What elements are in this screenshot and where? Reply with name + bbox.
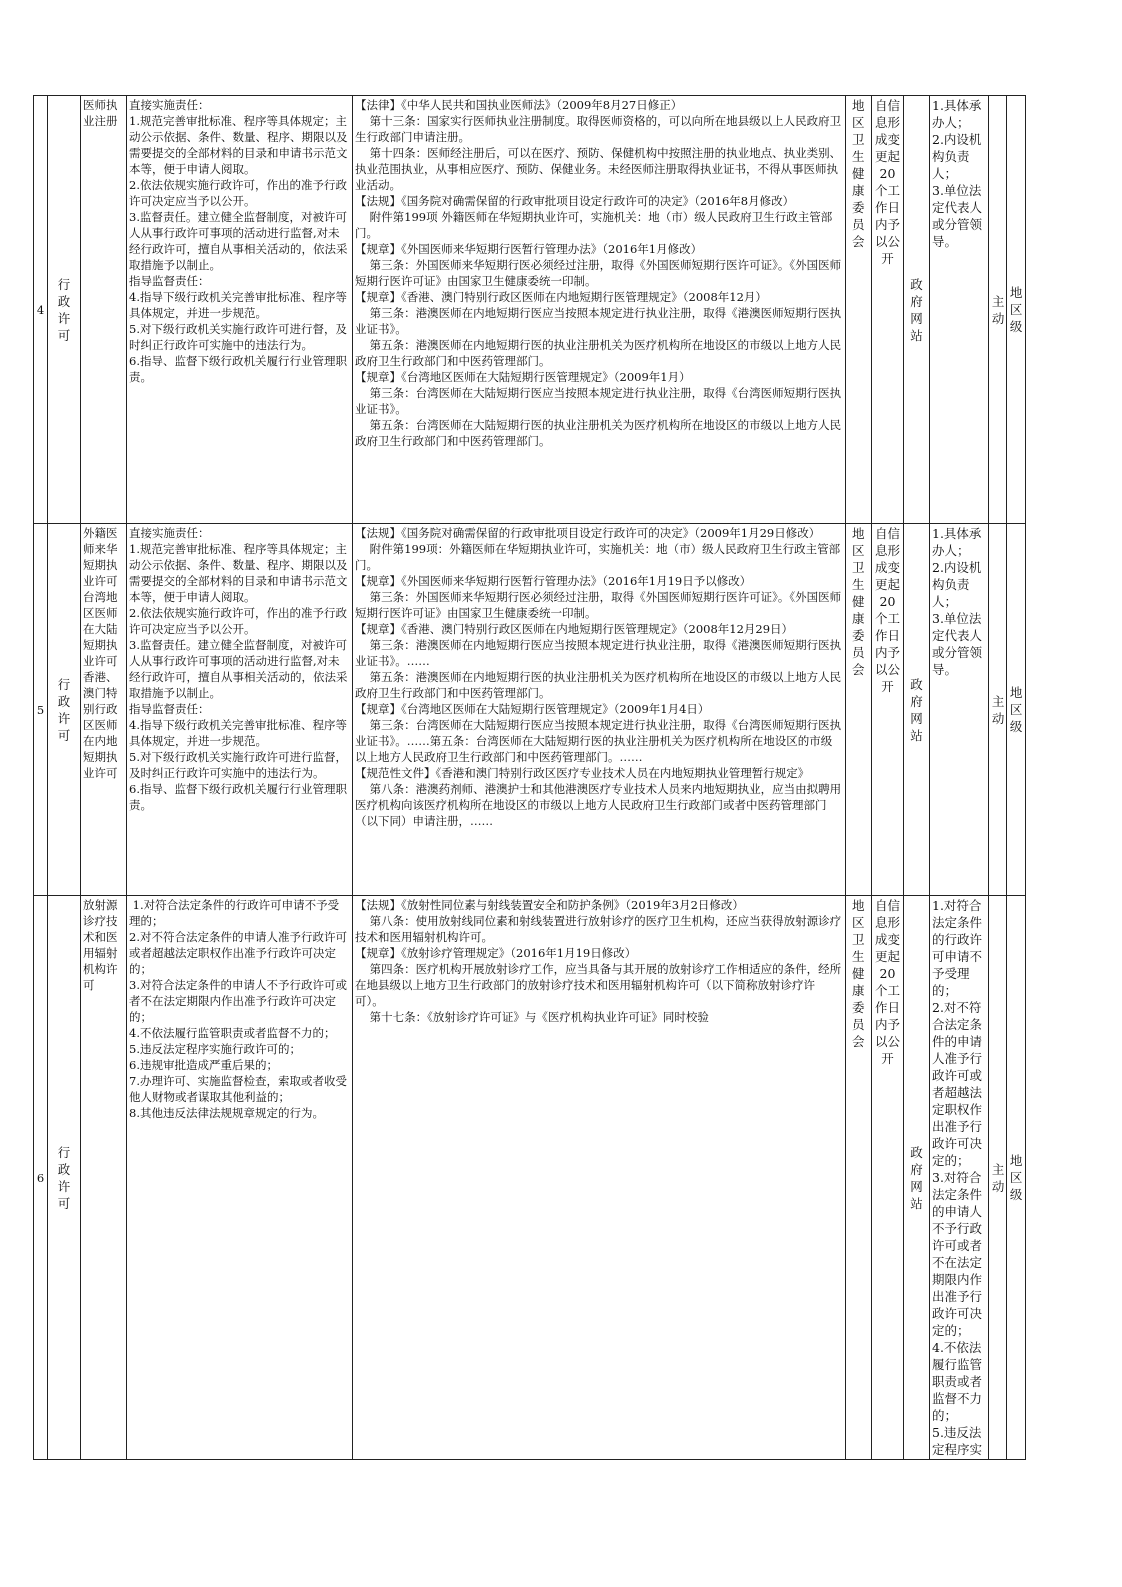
channel-cell: 政府网站 — [904, 896, 930, 1460]
item-name-cell: 外籍医师来华短期执业许可台湾地区医师在大陆短期执业许可香港、澳门特别行政区医师在内地短期执业许可 — [81, 524, 127, 896]
responsibility-cell: 1.对符合法定条件的行政许可申请不予受理的； 2.对不符合法定条件的申请人准予行政许可或者超越法定职权作出准予行政许可决定的； 3.对符合法定条件的申请人不予行政许可或者不在法定期限内作出准予行政许可决定的； 4.不依法履行监管职责或者监督不力的； 5.违反法定程序实施行政许可的； 6.违规审批造成严重后果的； 7.办理许可、实施监督检查，索取或者收受他人财物或者谋取其他利益的； 8.其他违反法律法规规章规定的行为。 — [127, 896, 353, 1460]
item-name-cell: 医师执业注册 — [81, 96, 127, 524]
level-cell: 地区级 — [1007, 524, 1026, 896]
disclosure-table — [33, 95, 1026, 1460]
category-cell: 行政许可 — [48, 96, 81, 524]
level-cell: 地区级 — [1007, 96, 1026, 524]
legal-basis-cell: 【法规】《放射性同位素与射线装置安全和防护条例》（2019年3月2日修改） 第八条：使用放射线同位素和射线装置进行放射诊疗的医疗卫生机构，还应当获得放射源诊疗技术和医用辐射机构许可。 【规章】《放射诊疗管理规定》（2016年1月19日修改） 第四条：医疗机构开展放射诊疗工作，应当具备与其开展的放射诊疗工作相适应的条件，经所在地县级以上地方卫生行政部门的放射诊疗技术和医用辐射机构许可（以下简称放射诊疗许可）。 第十七条：《放射诊疗许可证》与《医疗机构执业许可证》同时校验 — [353, 896, 846, 1460]
timeframe-cell: 自信息形成变更起20个工作日内予以公开 — [872, 524, 904, 896]
subject-cell: 地区卫生健康委员会 — [846, 896, 872, 1460]
timeframe-cell: 自信息形成变更起20个工作日内予以公开 — [872, 96, 904, 524]
channel-cell: 政府网站 — [904, 96, 930, 524]
person-cell: 1.具体承办人； 2.内设机构负责人； 3.单位法定代表人或分管领导。 — [930, 96, 989, 524]
table-row — [34, 96, 1026, 524]
legal-basis-cell: 【法律】《中华人民共和国执业医师法》（2009年8月27日修正） 第十三条：国家实行医师执业注册制度。取得医师资格的，可以向所在地县级以上人民政府卫生行政部门申请注册。 第十四条：医师经注册后，可以在医疗、预防、保健机构中按照注册的执业地点、执业类别、执业范围执业，从事相应医疗、预防、保健业务。未经医师注册取得执业证书，不得从事医师执业活动。 【法规】《国务院对确需保留的行政审批项目设定行政许可的决定》（2016年8月修改） 附件第199项 外籍医师在华短期执业许可，实施机关：地（市）级人民政府卫生行政主管部门。 【规章】《外国医师来华短期行医暂行管理办法》（2016年1月修改） 第三条：外国医师来华短期行医必须经过注册，取得《外国医师短期行医许可证》。《外国医师短期行医许可证》由国家卫生健康委统一印制。 【规章】《香港、澳门特别行政区医师在内地短期行医管理规定》（2008年12月） 第三条：港澳医师在内地短期行医应当按照本规定进行执业注册，取得《港澳医师短期行医执业证书》。 第五条：港澳医师在内地短期行医的执业注册机关为医疗机构所在地设区的市级以上地方人民政府卫生行政部门和中医药管理部门。 【规章】《台湾地区医师在大陆短期行医管理规定》（2009年1月） 第三条：台湾医师在大陆短期行医应当按照本规定进行执业注册，取得《台湾医师短期行医执业证书》。 第五条：台湾医师在大陆短期行医的执业注册机关为医疗机构所在地设区的市级以上地方人民政府卫生行政部门和中医药管理部门。 — [353, 96, 846, 524]
legal-basis-cell: 【法规】《国务院对确需保留的行政审批项目设定行政许可的决定》（2009年1月29日修改） 附件第199项：外籍医师在华短期执业许可，实施机关：地（市）级人民政府卫生行政主管部门。 【规章】《外国医师来华短期行医暂行管理办法》（2016年1月19日予以修改） 第三条：外国医师来华短期行医必须经过注册，取得《外国医师短期行医许可证》。《外国医师短期行医许可证》由国家卫生健康委统一印制。 【规章】《香港、澳门特别行政区医师在内地短期行医管理规定》（2008年12月29日） 第三条：港澳医师在内地短期行医应当按照本规定进行执业注册，取得《港澳医师短期行医执业证书》。…… 第五条：港澳医师在内地短期行医的执业注册机关为医疗机构所在地设区的市级以上地方人民政府卫生行政部门和中医药管理部门。 【规章】《台湾地区医师在大陆短期行医管理规定》（2009年1月4日） 第三条：台湾医师在大陆短期行医应当按照本规定进行执业注册，取得《台湾医师短期行医执业证书》。……第五条：台湾医师在大陆短期行医的执业注册机关为医疗机构所在地设区的市级以上地方人民政府卫生行政部门和中医药管理部门。…… 【规范性文件】《香港和澳门特别行政区医疗专业技术人员在内地短期执业管理暂行规定》 第八条：港澳药剂师、港澳护士和其他港澳医疗专业技术人员来内地短期执业，应当由拟聘用医疗机构向该医疗机构所在地设区的市级以上地方人民政府卫生行政部门或者中医药管理部门（以下同）申请注册，…… — [353, 524, 846, 896]
mode-cell: 主动 — [989, 96, 1007, 524]
item-name-cell: 放射源诊疗技术和医用辐射机构许可 — [81, 896, 127, 1460]
table-row — [34, 524, 1026, 896]
category-cell: 行政许可 — [48, 524, 81, 896]
person-cell: 1.对符合法定条件的行政许可申请不予受理的； 2.对不符合法定条件的申请人准予行政许可或者超越法定职权作出准予行政许可决定的； 3.对符合法定条件的申请人不予行政许可或者不在法定期限内作出准予行政许可决定的； 4.不依法履行监管职责或者监督不力的； 5.违反法定程序实 — [930, 896, 989, 1460]
channel-cell: 政府网站 — [904, 524, 930, 896]
row-number: 6 — [34, 896, 48, 1460]
mode-cell: 主动 — [989, 896, 1007, 1460]
timeframe-cell: 自信息形成变更起20个工作日内予以公开 — [872, 896, 904, 1460]
row-number: 4 — [34, 96, 48, 524]
mode-cell: 主动 — [989, 524, 1007, 896]
responsibility-cell: 直接实施责任： 1.规范完善审批标准、程序等具体规定；主动公示依据、条件、数量、程序、期限以及需要提交的全部材料的目录和申请书示范文本等，便于申请人阅取。 2.依法依规实施行政许可，作出的准予行政许可决定应当予以公开。 3.监督责任。建立健全监督制度，对被许可人从事行政许可事项的活动进行监督,对未经行政许可，擅自从事相关活动的，依法采取措施予以制止。 指导监督责任： 4.指导下级行政机关完善审批标准、程序等具体规定，并进一步规范。 5.对下级行政机关实施行政许可进行督，及时纠正行政许可实施中的违法行为。 6.指导、监督下级行政机关履行行业管理职责。 — [127, 96, 353, 524]
subject-cell: 地区卫生健康委员会 — [846, 96, 872, 524]
level-cell: 地区级 — [1007, 896, 1026, 1460]
responsibility-cell: 直接实施责任： 1.规范完善审批标准、程序等具体规定；主动公示依据、条件、数量、程序、期限以及需要提交的全部材料的目录和申请书示范文本等，便于申请人阅取。 2.依法依规实施行政许可，作出的准予行政许可决定应当予以公开。 3.监督责任。建立健全监督制度，对被许可人从事行政许可事项的活动进行监督,对未经行政许可，擅自从事相关活动的，依法采取措施予以制止。 指导监督责任： 4.指导下级行政机关完善审批标准、程序等具体规定，并进一步规范。 5.对下级行政机关实施行政许可进行监督，及时纠正行政许可实施中的违法行为。 6.指导、监督下级行政机关履行行业管理职责。 — [127, 524, 353, 896]
subject-cell: 地区卫生健康委员会 — [846, 524, 872, 896]
row-number: 5 — [34, 524, 48, 896]
table-row — [34, 896, 1026, 1460]
category-cell: 行政许可 — [48, 896, 81, 1460]
person-cell: 1.具体承办人； 2.内设机构负责人； 3.单位法定代表人或分管领导。 — [930, 524, 989, 896]
